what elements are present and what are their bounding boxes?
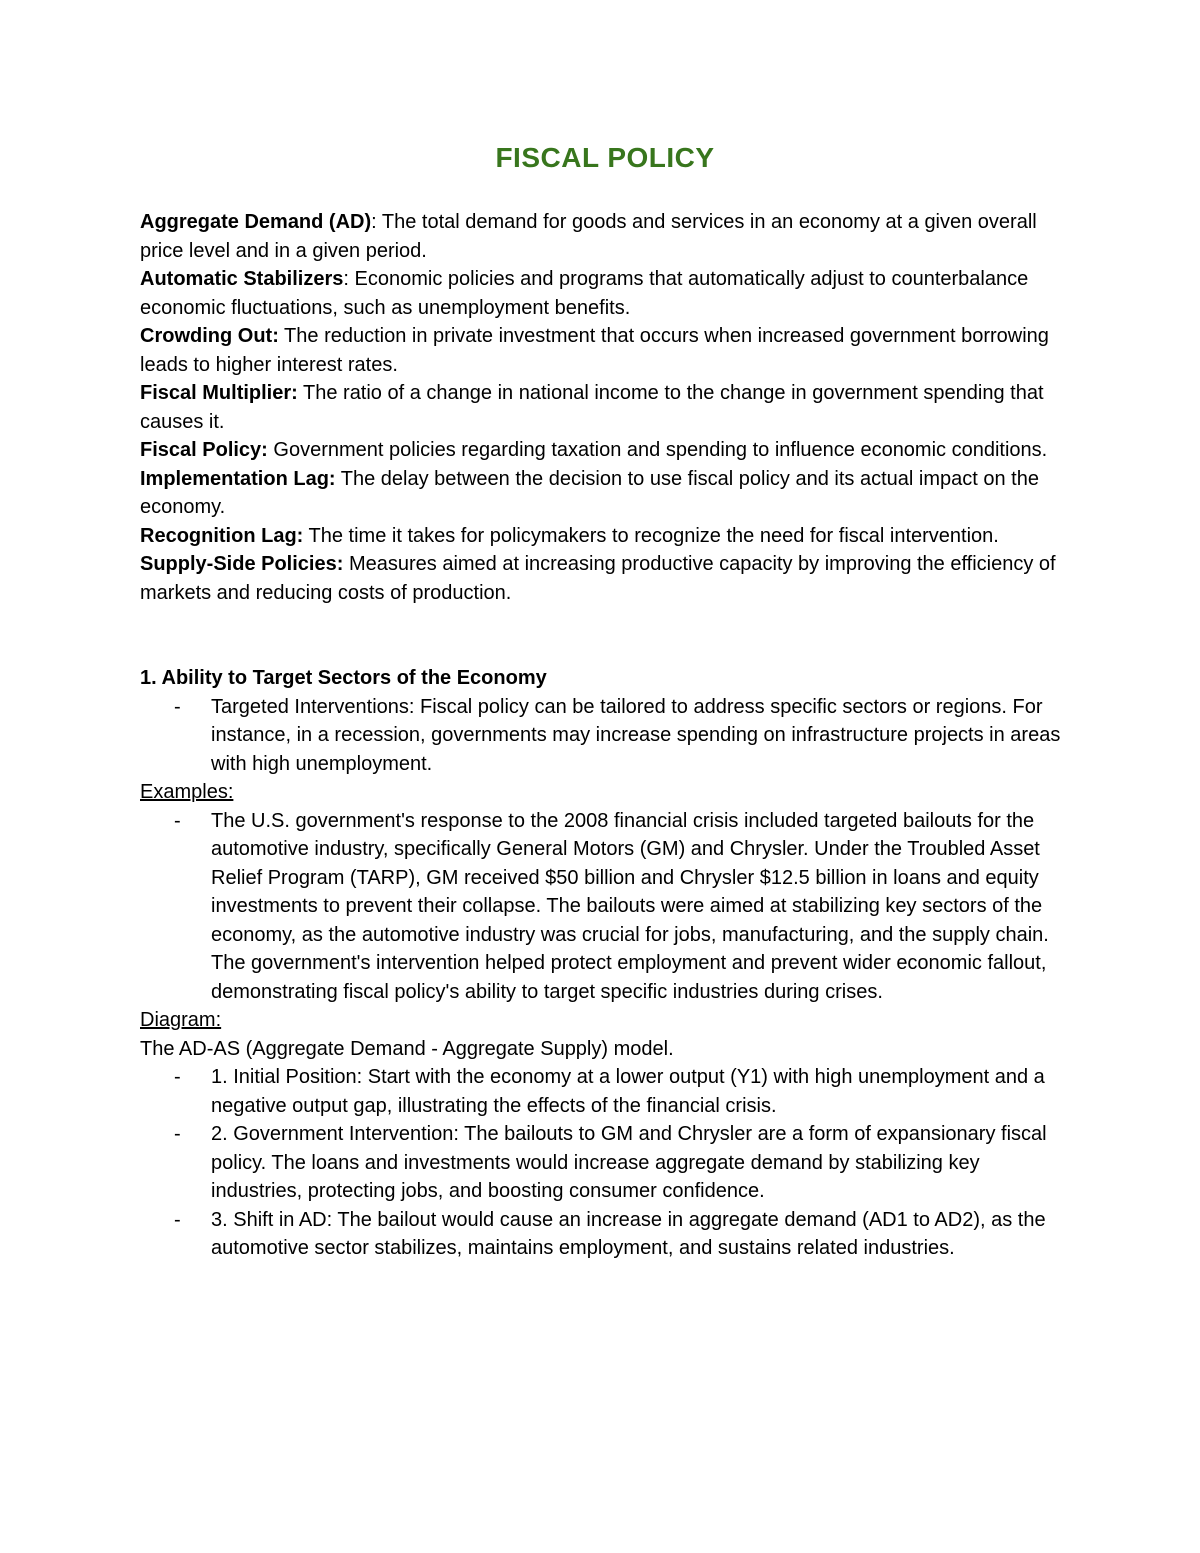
- document-body: [140, 208, 1070, 1263]
- definition-term: Automatic Stabilizers: [140, 268, 344, 290]
- dash-bullet: -: [174, 695, 181, 718]
- definition-fiscal-policy: [140, 436, 1070, 465]
- diagram-intro: The AD-AS (Aggregate Demand - Aggregate Supply) model.: [140, 1037, 674, 1060]
- definition-term: Crowding Out:: [140, 325, 279, 347]
- definition-implementation-lag: [140, 465, 1070, 522]
- list-item-text: 2. Government Intervention: The bailouts to GM and Chrysler are a form of expansionary fiscal policy. The loans and investments would increase aggregate demand by stabilizing key industries, protecting jobs, and boosting consumer confidence.: [211, 1123, 1047, 1202]
- list-item-text: 3. Shift in AD: The bailout would cause an increase in aggregate demand (AD1 to AD2), as the automotive sector stabilizes, maintains employment, and sustains related industries.: [211, 1208, 1046, 1259]
- diagram-steps-list: [140, 1063, 1070, 1263]
- definition-crowding-out: [140, 322, 1070, 379]
- definition-recognition-lag: [140, 522, 1070, 551]
- list-item: [174, 693, 1070, 779]
- definition-text: The delay between the decision to use fiscal policy and its actual impact on the economy.: [140, 467, 1039, 518]
- dash-bullet: -: [174, 1208, 181, 1231]
- list-item-text: Targeted Interventions: Fiscal policy can be tailored to address specific sectors or regions. For instance, in a recession, governments may increase spending on infrastructure projects in areas with high unemployment.: [211, 695, 1061, 775]
- section-spacer: [140, 607, 1070, 664]
- list-item: [174, 1120, 1070, 1206]
- definition-text: Government policies regarding taxation and spending to influence economic conditions.: [267, 439, 1048, 461]
- definition-term: Fiscal Policy:: [140, 439, 268, 461]
- page-title: FISCAL POLICY: [495, 142, 715, 173]
- definition-term: Aggregate Demand (AD): [140, 211, 372, 233]
- examples-label: Examples:: [140, 781, 234, 803]
- targeted-interventions-list: [140, 693, 1070, 779]
- diagram-label: Diagram:: [140, 1009, 222, 1031]
- definition-aggregate-demand: [140, 208, 1070, 265]
- document-page: [140, 138, 1070, 1263]
- definition-text: The total demand for goods and services in an economy at a given overall price level and in a given period.: [140, 211, 1037, 262]
- list-item-text: 1. Initial Position: Start with the economy at a lower output (Y1) with high unemployment and a negative output gap, illustrating the effects of the financial crisis.: [211, 1066, 1045, 1117]
- definition-term: Supply-Side Policies:: [140, 553, 344, 575]
- section-target-sectors: [140, 664, 1070, 1263]
- list-item: [174, 1206, 1070, 1263]
- definition-fiscal-multiplier: [140, 379, 1070, 436]
- dash-bullet: -: [174, 1066, 181, 1088]
- definition-automatic-stabilizers: [140, 265, 1070, 322]
- dash-bullet: -: [174, 1123, 181, 1145]
- section-heading: 1. Ability to Target Sectors of the Economy: [140, 667, 547, 689]
- definition-text: The ratio of a change in national income to the change in government spending that causes it.: [140, 382, 1044, 433]
- list-item: [174, 1063, 1070, 1120]
- definition-supply-side-policies: [140, 550, 1070, 607]
- definition-term: Fiscal Multiplier:: [140, 382, 298, 404]
- list-item-text: The U.S. government's response to the 2008 financial crisis included targeted bailouts for the automotive industry, specifically General Motors (GM) and Chrysler. Under the Troubled Asset Relief Program (TARP), GM received $50 billion and Chrysler $12.5 billion in loans and equity investments to prevent their collapse. The bailouts were aimed at stabilizing key sectors of the economy, as the automotive industry was crucial for jobs, manufacturing, and the supply chain. The government's intervention helped protect employment and prevent wider economic fallout, demonstrating fiscal policy's ability to target specific industries during crises.: [211, 809, 1049, 1003]
- definitions-list: [140, 208, 1070, 607]
- definition-text: Measures aimed at increasing productive capacity by improving the efficiency of markets and reducing costs of production.: [140, 553, 1056, 604]
- examples-list: [140, 807, 1070, 1007]
- definition-term: Implementation Lag:: [140, 467, 336, 490]
- dash-bullet: -: [174, 809, 181, 832]
- definition-text: The time it takes for policymakers to recognize the need for fiscal intervention.: [303, 524, 999, 547]
- definition-text: Economic policies and programs that automatically adjust to counterbalance economic fluctuations, such as unemployment benefits.: [140, 268, 1029, 319]
- list-item: [174, 807, 1070, 1007]
- definition-term: Recognition Lag:: [140, 524, 304, 547]
- definition-separator: :: [343, 268, 349, 290]
- definition-separator: :: [371, 211, 377, 233]
- definition-text: The reduction in private investment that occurs when increased government borrowing leads to higher interest rates.: [140, 325, 1049, 376]
